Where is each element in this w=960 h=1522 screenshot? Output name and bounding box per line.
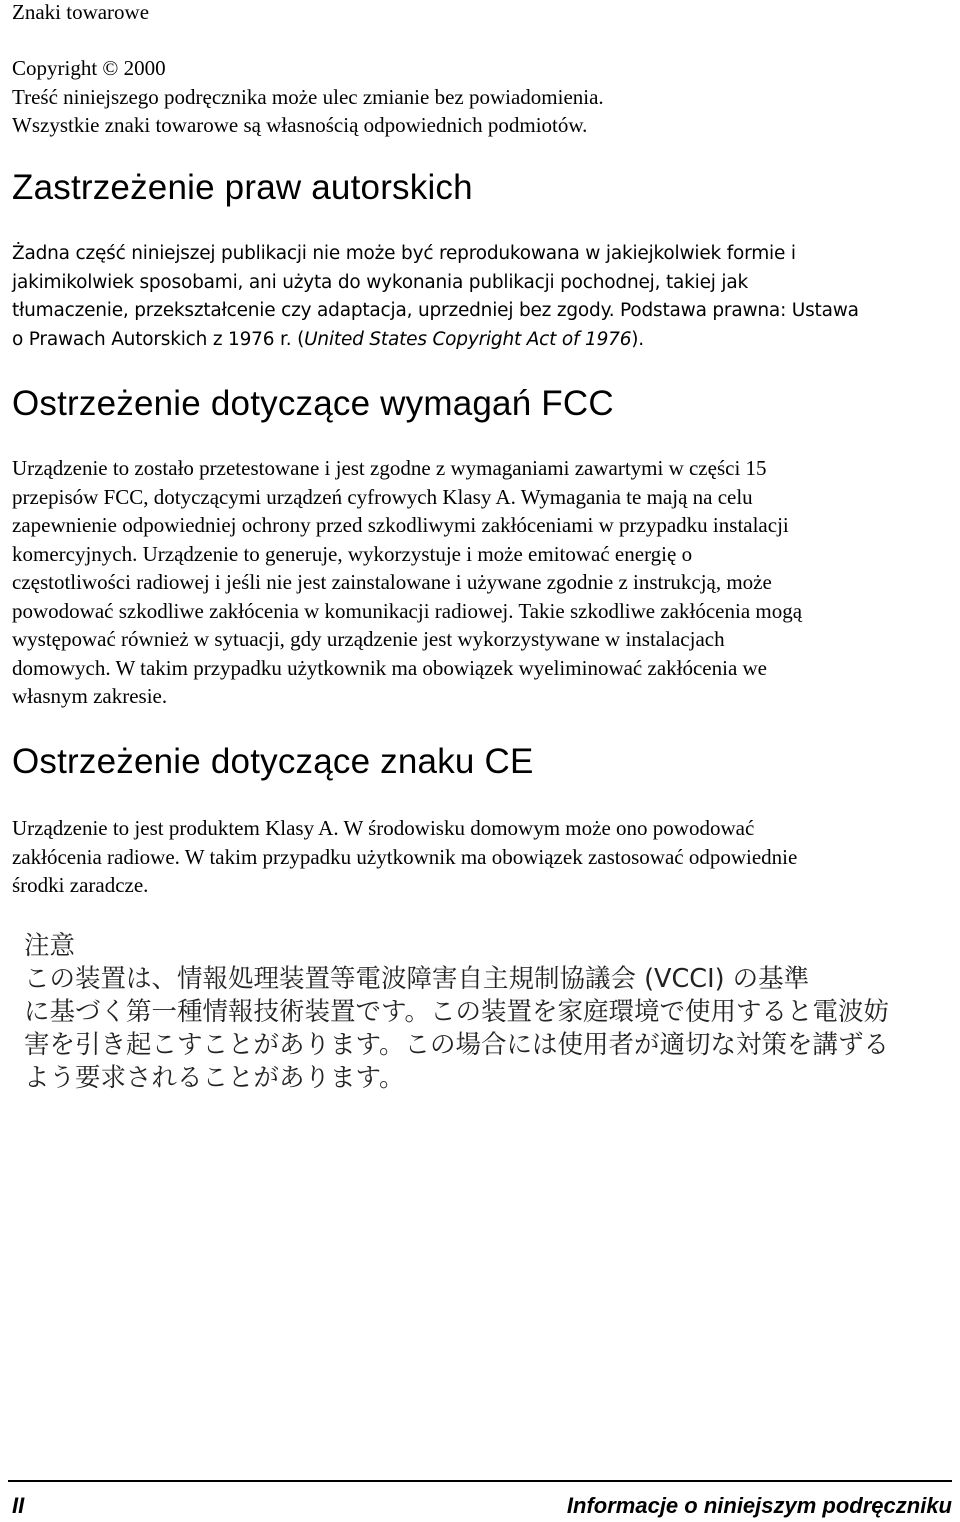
ce-line-2: zakłócenia radiowe. W takim przypadku użytkownik ma obowiązek zastosować odpowiednie [12, 844, 798, 869]
fcc-body [12, 454, 952, 711]
vcci-line-2: に基づく第一種情報技術装置です。この装置を家庭環境で使用すると電波妨 [24, 997, 889, 1027]
fcc-line-1: Urządzenie to zostało przetestowane i jest zgodne z wymaganiami zawartymi w części 15 [12, 456, 767, 480]
vcci-title: 注意 [24, 931, 76, 961]
trademarks-section [12, 0, 952, 27]
disclaimer-line-2: jakimikolwiek sposobami, ani użyta do wykonania publikacji pochodnej, takiej jak [12, 271, 748, 293]
disclaimer-body [12, 240, 952, 354]
ce-heading: Ostrzeżenie dotyczące znaku CE [12, 742, 534, 781]
disclaimer-line-1: Żadna część niniejszej publikacji nie może być reprodukowana w jakiejkolwiek formie i [12, 243, 796, 264]
fcc-line-7: występować również w sytuacji, gdy urządzenie jest wykorzystywane w instalacjach [12, 627, 725, 651]
ce-body [12, 814, 952, 900]
page-number: II [12, 1493, 25, 1518]
trademarks-body [12, 54, 952, 140]
copyright-line: Copyright © 2000 [12, 56, 166, 80]
disclaimer-line-4-suffix: ). [631, 328, 644, 350]
trademarks-line-1: Treść niniejszego podręcznika może ulec zmianie bez powiadomienia. [12, 84, 604, 109]
vcci-line-1: この装置は、情報処理装置等電波障害自主規制協議会 (VCCI) の基準 [24, 964, 810, 994]
vcci-line-4: よう要求されることがあります。 [24, 1063, 405, 1093]
trademarks-line-2: Wszystkie znaki towarowe są własnością odpowiednich podmiotów. [12, 113, 588, 137]
footer-divider [8, 1480, 952, 1482]
ce-line-1: Urządzenie to jest produktem Klasy A. W środowisku domowym może ono powodować [12, 816, 755, 840]
fcc-line-8: domowych. W takim przypadku użytkownik ma obowiązek wyeliminować zakłócenia we [12, 655, 768, 680]
fcc-line-4: komercyjnych. Urządzenie to generuje, wykorzystuje i może emitować energię o [12, 541, 693, 566]
vcci-notice [24, 930, 889, 1095]
fcc-heading: Ostrzeżenie dotyczące wymagań FCC [12, 384, 614, 423]
fcc-line-5: częstotliwości radiowej i jeśli nie jest zainstalowane i używane zgodnie z instrukcją, może [12, 570, 772, 594]
fcc-line-2: przepisów FCC, dotyczącymi urządzeń cyfrowych Klasy A. Wymagania te mają na celu [12, 484, 753, 509]
fcc-line-6: powodować szkodliwe zakłócenia w komunikacji radiowej. Takie szkodliwe zakłócenia mogą [12, 598, 803, 623]
trademarks-title: Znaki towarowe [12, 0, 150, 24]
disclaimer-line-4-prefix: o Prawach Autorskich z 1976 r. ( [12, 328, 305, 350]
disclaimer-line-4 [12, 326, 952, 355]
chapter-title: Informacje o niniejszym podręczniku [566, 1493, 952, 1518]
disclaimer-line-3: tłumaczenie, przekształcenie czy adaptacja, uprzedniej bez zgody. Podstawa prawna: Ustawa [12, 300, 859, 321]
fcc-line-9: własnym zakresie. [12, 684, 168, 708]
copyright-act-reference: United States Copyright Act of 1976 [304, 328, 632, 350]
disclaimer-heading: Zastrzeżenie praw autorskich [12, 168, 473, 207]
fcc-line-3: zapewnienie odpowiedniej ochrony przed szkodliwymi zakłóceniami w przypadku instalacji [12, 513, 789, 537]
ce-line-3: środki zaradcze. [12, 873, 149, 897]
vcci-line-3: 害を引き起こすことがあります。この場合には使用者が適切な対策を講ずる [24, 1030, 889, 1060]
